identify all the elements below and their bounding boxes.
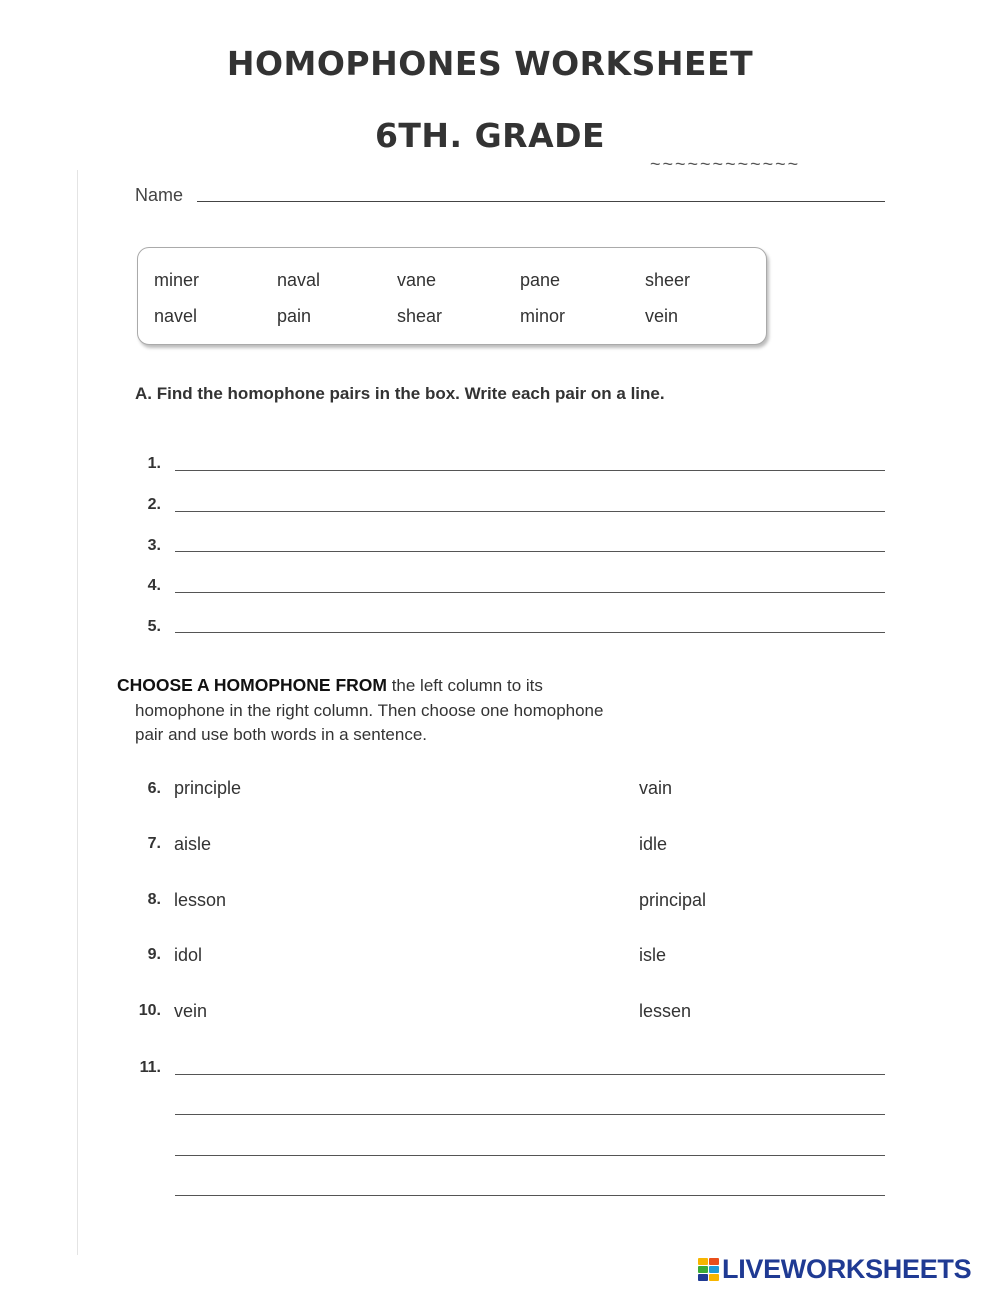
- item-number: 7.: [147, 835, 161, 852]
- box-word: vane: [397, 270, 437, 290]
- instruction-text: pair and use both words in a sentence.: [135, 725, 428, 744]
- box-word: sheer: [645, 270, 691, 290]
- section-b-instruction: [117, 673, 755, 748]
- box-word: navel: [154, 306, 198, 326]
- instruction-lead: CHOOSE A HOMOPHONE FROM: [117, 675, 387, 695]
- box-word: pane: [520, 270, 561, 290]
- cropped-header-text: ~~~~~~~~~~~~: [650, 154, 801, 172]
- right-word[interactable]: principal: [639, 890, 707, 910]
- box-word: vein: [645, 306, 679, 326]
- item-number: 3.: [147, 537, 161, 554]
- box-word: minor: [520, 306, 566, 326]
- item-number: 8.: [147, 891, 161, 908]
- item-number: 6.: [147, 780, 161, 797]
- box-word: pain: [277, 306, 312, 326]
- right-word[interactable]: vain: [639, 778, 673, 798]
- logo-text: LIVEWORKSHEETS: [722, 1254, 972, 1284]
- right-word[interactable]: lessen: [639, 1001, 692, 1021]
- right-word[interactable]: isle: [639, 945, 667, 965]
- left-word[interactable]: principle: [174, 778, 242, 798]
- word-box: [137, 247, 767, 345]
- answer-line[interactable]: [175, 632, 885, 633]
- box-word: miner: [154, 270, 200, 290]
- worksheet-title: HOMOPHONES WORKSHEET: [226, 44, 754, 83]
- item-number: 11.: [139, 1059, 161, 1076]
- sentence-line[interactable]: [175, 1114, 885, 1115]
- right-word[interactable]: idle: [639, 834, 668, 854]
- box-word: naval: [277, 270, 321, 290]
- item-number: 1.: [147, 455, 161, 472]
- logo-mark-icon: [698, 1258, 720, 1282]
- answer-line[interactable]: [175, 592, 885, 593]
- name-label: Name: [135, 185, 184, 205]
- answer-line[interactable]: [175, 470, 885, 471]
- item-number: 9.: [147, 946, 161, 963]
- sentence-line[interactable]: [175, 1074, 885, 1075]
- item-number: 5.: [147, 618, 161, 635]
- box-word: shear: [397, 306, 443, 326]
- answer-line[interactable]: [175, 551, 885, 552]
- left-word[interactable]: vein: [174, 1001, 208, 1021]
- left-word[interactable]: lesson: [174, 890, 227, 910]
- page-edge-divider: [77, 170, 78, 1255]
- instruction-text: the left column to its: [391, 676, 543, 695]
- instruction-text: homophone in the right column. Then choose one homophone: [135, 700, 604, 720]
- section-a-instruction: A. Find the homophone pairs in the box. Write each pair on a line.: [135, 384, 665, 403]
- sentence-line[interactable]: [175, 1195, 885, 1196]
- grade-title: 6TH. GRADE: [374, 116, 606, 155]
- left-word[interactable]: idol: [174, 945, 203, 965]
- name-input-line[interactable]: [197, 201, 885, 202]
- left-word[interactable]: aisle: [174, 834, 212, 854]
- item-number: 10.: [138, 1002, 161, 1019]
- item-number: 2.: [147, 496, 161, 513]
- sentence-line[interactable]: [175, 1155, 885, 1156]
- answer-line[interactable]: [175, 511, 885, 512]
- item-number: 4.: [147, 577, 161, 594]
